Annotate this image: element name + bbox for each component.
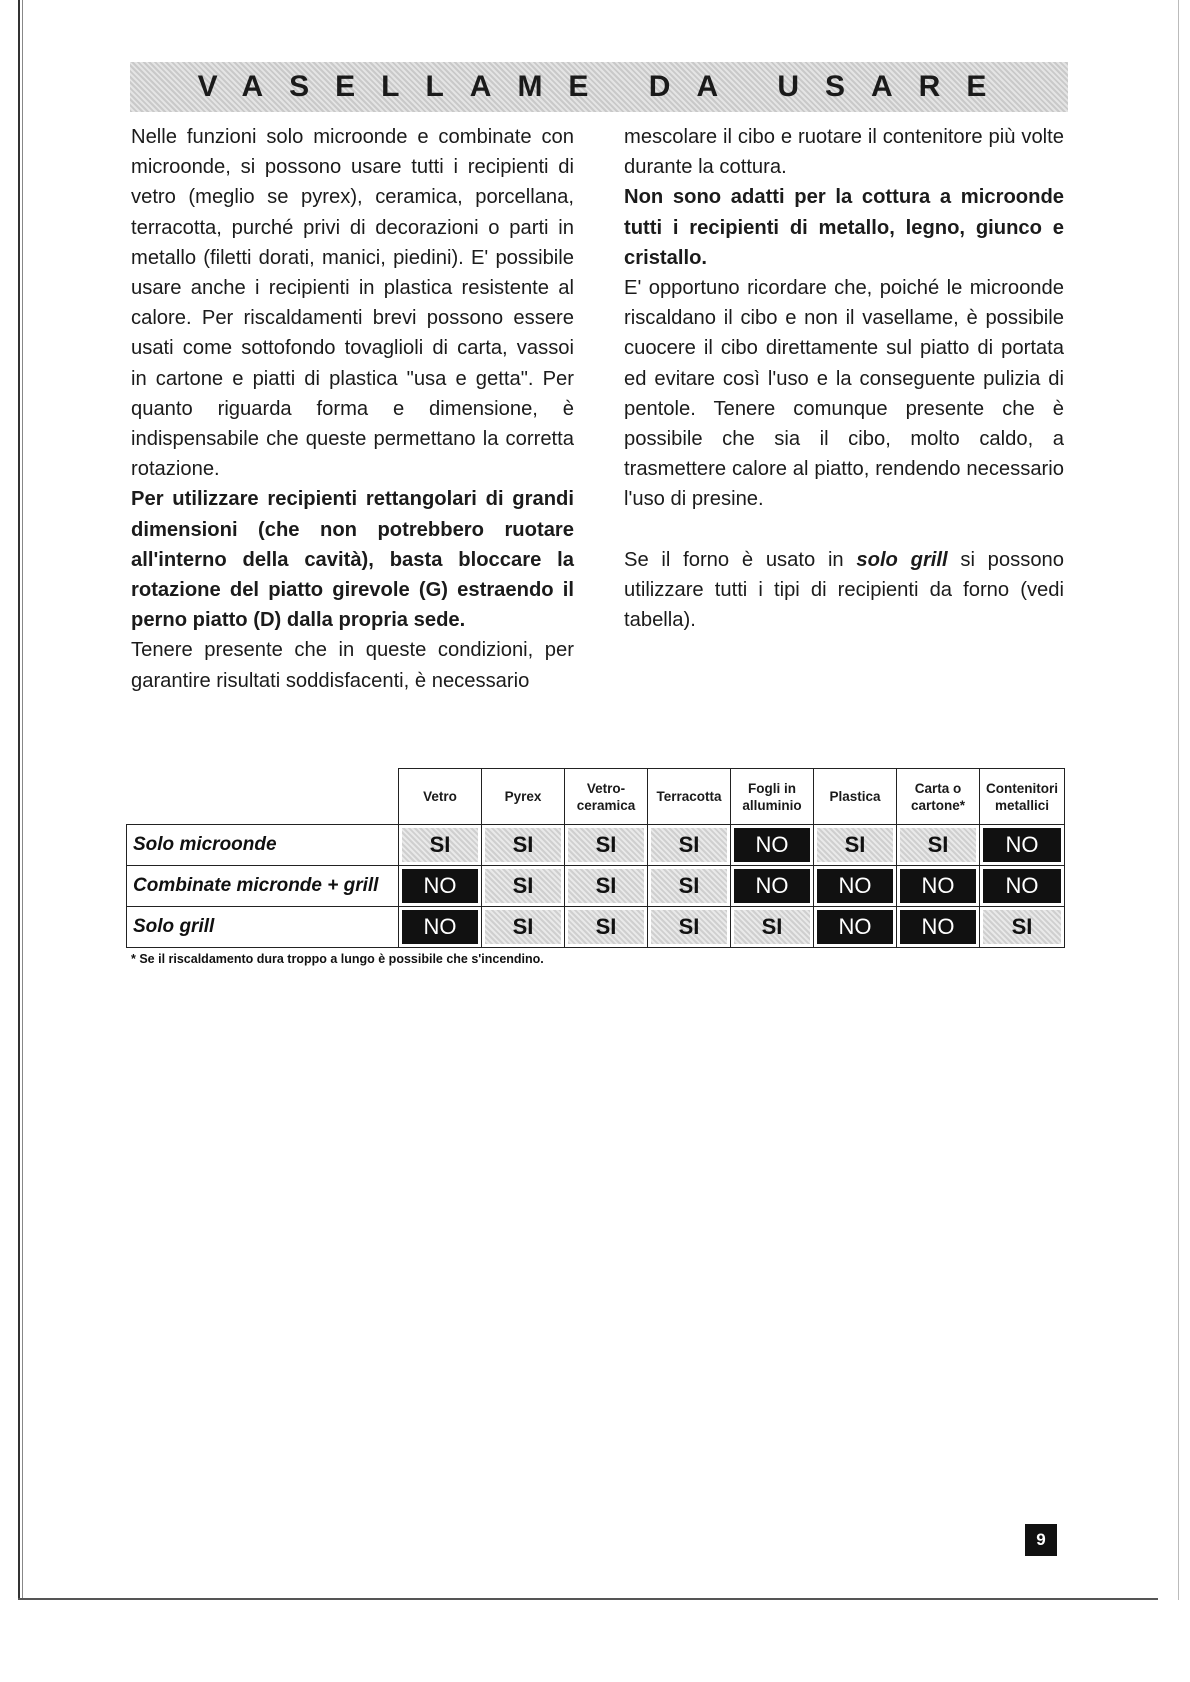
cell-value: NO	[817, 910, 893, 944]
table-cell	[980, 907, 1065, 948]
row-label: Solo grill	[127, 907, 399, 948]
right-paragraph-4	[624, 545, 1064, 636]
left-column	[131, 122, 574, 696]
cell-value: NO	[900, 869, 976, 903]
grill-text-after: si possono utilizzare tutti i tipi di recipienti da forno (vedi tabella).	[624, 548, 1065, 632]
grill-text-emphasis: solo grill	[856, 548, 948, 571]
cell-value: SI	[402, 828, 478, 862]
cell-value: NO	[402, 910, 478, 944]
cell-value: NO	[900, 910, 976, 944]
right-paragraph-1: mescolare il cibo e ruotare il contenitore più volte durante la cottura.	[624, 126, 1064, 179]
page-right-edge	[1178, 0, 1179, 1600]
column-header: Carta o cartone*	[897, 769, 980, 825]
table-cell	[399, 907, 482, 948]
cell-value: SI	[817, 828, 893, 862]
table-body	[127, 825, 1065, 948]
cell-value: NO	[734, 869, 810, 903]
table-cell	[565, 907, 648, 948]
column-header: Fogli in alluminio	[731, 769, 814, 825]
table-cell	[980, 866, 1065, 907]
row-label: Combinate micronde + grill	[127, 866, 399, 907]
cell-value: SI	[485, 869, 561, 903]
cell-value: SI	[900, 828, 976, 862]
page-bottom-rule	[18, 1598, 1158, 1600]
table-cell	[814, 907, 897, 948]
table-cell	[482, 825, 565, 866]
table-cell	[482, 866, 565, 907]
table-cell	[814, 825, 897, 866]
cell-value: SI	[651, 828, 727, 862]
cell-value: NO	[734, 828, 810, 862]
table-cell	[731, 825, 814, 866]
page-left-border	[18, 0, 20, 1600]
cookware-table-wrap	[126, 768, 1064, 948]
table-cell	[731, 907, 814, 948]
table-cell	[565, 825, 648, 866]
cell-value: SI	[651, 869, 727, 903]
cell-value: SI	[983, 910, 1061, 944]
left-paragraph-1: Nelle funzioni solo microonde e combinate con microonde, si possono usare tutti i recipienti di vetro (meglio se pyrex), ceramica, porcellana, terracotta, purché privi di decorazioni o parti in metallo (filetti dorati, manici, piedini). E' possibile usare anche i recipienti in plastica resistente al calore. Per riscaldamenti brevi possono essere usati come sottofondo tovaglioli di carta, vassoi in cartone e piatti di plastica "usa e getta". Per quanto riguarda forma e dimensione, è indispensabile che queste permettano la corretta rotazione.	[131, 126, 574, 481]
table-cell	[897, 866, 980, 907]
table-cell	[980, 825, 1065, 866]
title-band	[130, 62, 1068, 112]
table-cell	[565, 866, 648, 907]
left-paragraph-2: Per utilizzare recipienti rettangolari di grandi dimensioni (che non potrebbero ruotare all'interno della cavità), basta bloccare la rotazione del piatto girevole (G) estraendo il perno piatto (D) dalla propria sede.	[131, 488, 574, 632]
column-header: Contenitori metallici	[980, 769, 1065, 825]
cell-value: SI	[485, 828, 561, 862]
cell-value: NO	[402, 869, 478, 903]
table-footnote: * Se il riscaldamento dura troppo a lungo è possibile che s'incendino.	[131, 952, 544, 966]
column-header: Plastica	[814, 769, 897, 825]
cell-value: SI	[485, 910, 561, 944]
cell-value: SI	[651, 910, 727, 944]
table-cell	[897, 825, 980, 866]
page-left-border-inner	[22, 0, 23, 1600]
cell-value: SI	[568, 828, 644, 862]
table-row	[127, 907, 1065, 948]
grill-text-before: Se il forno è usato in	[624, 548, 844, 571]
column-header: Terracotta	[648, 769, 731, 825]
cell-value: NO	[983, 828, 1061, 862]
cell-value: NO	[983, 869, 1061, 903]
row-label: Solo microonde	[127, 825, 399, 866]
column-header: Vetro	[399, 769, 482, 825]
table-cell	[648, 907, 731, 948]
cell-value: SI	[568, 869, 644, 903]
table-cell	[897, 907, 980, 948]
table-cell	[648, 825, 731, 866]
cell-value: NO	[817, 869, 893, 903]
column-header: Pyrex	[482, 769, 565, 825]
table-header-row	[127, 769, 1065, 825]
right-paragraph-3: E' opportuno ricordare che, poiché le microonde riscaldano il cibo e non il vasellame, è possibile cuocere il cibo direttamente sul piatto di portata ed evitare così l'uso e la conseguente pulizia di pentole. Tenere comunque presente che è possibile che sia il cibo, molto caldo, a trasmettere calore al piatto, rendendo necessario l'uso di presine.	[624, 277, 1064, 511]
table-cell	[399, 866, 482, 907]
cell-value: SI	[568, 910, 644, 944]
right-paragraph-2: Non sono adatti per la cottura a microonde tutti i recipienti di metallo, legno, giunco e cristallo.	[624, 186, 1064, 269]
table-cell	[731, 866, 814, 907]
column-header: Vetro-ceramica	[565, 769, 648, 825]
table-cell	[399, 825, 482, 866]
left-paragraph-3: Tenere presente che in queste condizioni, per garantire risultati soddisfacenti, è necessario	[131, 639, 574, 692]
cookware-table	[126, 768, 1065, 948]
page-title: VASELLAME DA USARE	[197, 70, 1013, 103]
cell-value: SI	[734, 910, 810, 944]
paragraph-gap	[624, 515, 1064, 545]
right-column	[624, 122, 1064, 635]
table-row	[127, 866, 1065, 907]
table-cell	[482, 907, 565, 948]
table-header	[127, 769, 1065, 825]
table-cell	[648, 866, 731, 907]
table-corner	[127, 769, 399, 825]
table-row	[127, 825, 1065, 866]
table-cell	[814, 866, 897, 907]
page-number: 9	[1025, 1524, 1057, 1556]
